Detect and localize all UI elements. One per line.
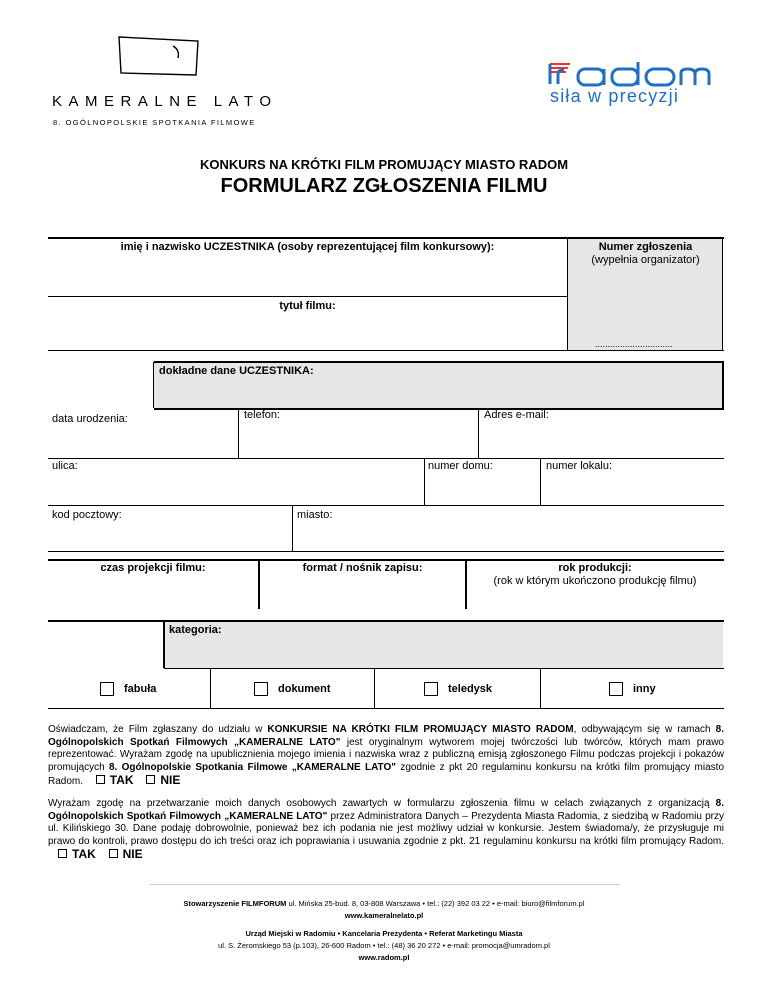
category-checkbox-inny[interactable] (609, 682, 623, 696)
apartment-number-label: numer lokalu: (546, 460, 613, 472)
participant-details-label: dokładne dane UCZESTNIKA: (159, 365, 314, 377)
city-label: miasto: (297, 509, 333, 521)
category-label-dokument: dokument (278, 683, 331, 695)
category-label-fabula: fabuła (124, 683, 157, 695)
no-checkbox-icon (109, 849, 118, 858)
footer-website-kameralnelato[interactable]: www.kameralnelato.pl (344, 911, 424, 920)
publication-no-option[interactable]: NIE (146, 773, 180, 787)
category-checkbox-fabula[interactable] (100, 682, 114, 696)
processing-no-option[interactable]: NIE (109, 847, 143, 861)
entry-number-label: Numer zgłoszenia (598, 241, 693, 253)
yes-checkbox-icon (58, 849, 67, 858)
year-label: rok produkcji: (558, 562, 632, 574)
format-label: format / nośnik zapisu: (302, 562, 423, 574)
yes-checkbox-icon (96, 775, 105, 784)
house-number-label: numer domu: (428, 460, 493, 472)
film-title-label: tytuł filmu: (279, 300, 336, 312)
footer-um-radom: Urząd Miejski w Radomiu • Kancelaria Prezydenta • Referat Marketingu Miasta (245, 929, 523, 938)
email-label: Adres e-mail: (484, 409, 549, 421)
category-checkbox-dokument[interactable] (254, 682, 268, 696)
publication-yes-option[interactable]: TAK (96, 773, 134, 787)
footer-filmforum: Stowarzyszenie FILMFORUM ul. Mińska 25-bud. 8, 03-808 Warszawa • tel.: (22) 392 03 22 • e-mail: biuro@filmforum.pl (183, 899, 585, 908)
no-checkbox-icon (146, 775, 155, 784)
postal-code-label: kod pocztowy: (52, 509, 122, 521)
kameralne-lato-logo (118, 35, 200, 77)
birth-date-label: data urodzenia: (52, 413, 128, 425)
category-label-teledysk: teledysk (448, 683, 493, 695)
footer-address: ul. S. Żeromskiego 53 (p.103), 26-600 Radom • tel.: (48) 36 20 272 • e-mail: promocja@umradom.pl (218, 941, 550, 950)
entry-number-dots: ............................... (595, 339, 673, 349)
category-label-inny: inny (633, 683, 656, 695)
phone-label: telefon: (244, 409, 281, 421)
category-bar (164, 621, 723, 668)
processing-yes-option[interactable]: TAK (58, 847, 96, 861)
brand-name: KAMERALNE LATO (52, 93, 278, 110)
duration-label: czas projekcji filmu: (100, 562, 206, 574)
category-label: kategoria: (169, 624, 222, 636)
contest-title: KONKURS NA KRÓTKI FILM PROMUJĄCY MIASTO RADOM (199, 157, 569, 172)
street-label: ulica: (52, 460, 78, 472)
form-title: FORMULARZ ZGŁOSZENIA FILMU (220, 175, 548, 197)
radom-logo-text: RADOM (548, 60, 552, 61)
declaration-publication: Oświadczam, że Film zgłaszany do udziału w KONKURSIE NA KRÓTKI FILM PROMUJĄCY MIASTO RADOM, odbywającym się w ramach 8. Ogólnopolskich Spotkań Filmowych „KAMERALNE LATO" jest oryginalnym wytworem mojej twórczości lub twórców, których mam prawo reprezentować. Wyrażam zgodę na upublicznienia mojego imienia i nazwiska wraz z publiczną emisją zgłoszonego Filmu podczas projekcji i pokazów promujących 8. Ogólnopolskie Spotkania Filmowe „KAMERALNE LATO" zgodnie z pkt 20 regulaminu konkursu na krótki film promujący miasto Radom. TAK NIE (48, 724, 725, 788)
declaration-data-processing: Wyrażam zgodę na przetwarzanie moich danych osobowych zawartych w formularzu zgłoszenia filmu w celach związanych z organizacją 8. Ogólnopolskich Spotkań Filmowych „KAMERALNE LATO" przez Administratora Danych – Prezydenta Miasta Radomia, z siedzibą w Radomiu przy ul. Kilińskiego 30. Dane podaję dobrowolnie, ponieważ bez ich podania nie jest możliwy udział w konkursie. Jestem świadoma/y, że przysługuje mi prawo do kontroli, prawo dostępu do ich treści oraz ich poprawiania i usuwania zgodnie z pkt. 21 regulaminu konkursu na krótki film promujący Radom. TAK NIE (48, 798, 724, 862)
brand-subtitle: 8. OGÓLNOPOLSKIE SPOTKANIA FILMOWE (53, 118, 256, 127)
entry-number-note: (wypełnia organizator) (591, 254, 700, 266)
year-note: (rok w którym ukończono produkcję filmu) (493, 575, 697, 587)
category-checkbox-teledysk[interactable] (424, 682, 438, 696)
radom-slogan: siła w precyzji (550, 86, 680, 106)
footer-website-radom[interactable]: www.radom.pl (358, 953, 410, 962)
participant-name-label: imię i nazwisko UCZESTNIKA (osoby reprezentującej film konkursowy): (120, 241, 495, 253)
